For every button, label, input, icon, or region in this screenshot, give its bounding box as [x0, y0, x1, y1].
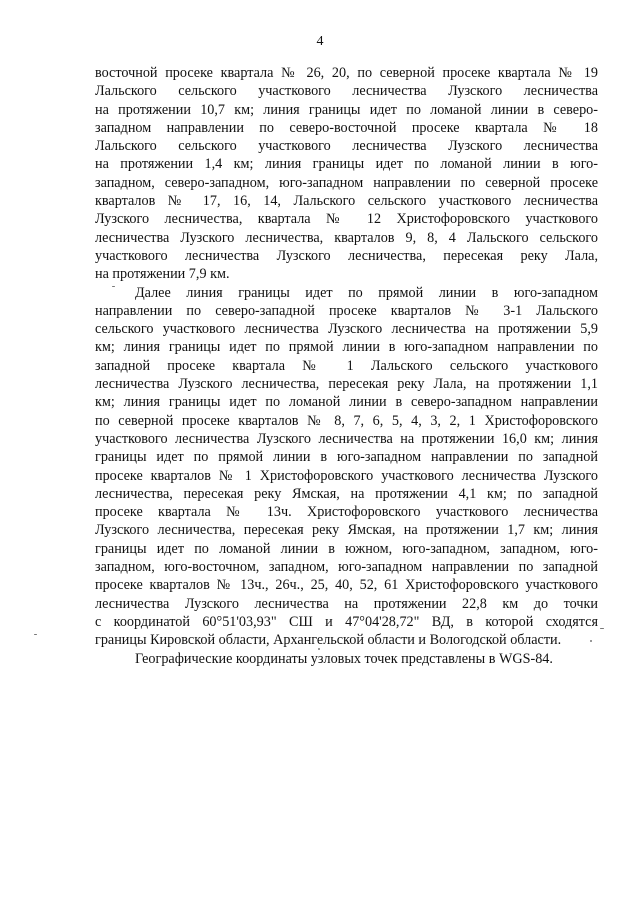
text-line: лесничества Лузского лесничества на протяжении 22,8 км до точки [95, 595, 598, 612]
scan-speck [34, 634, 37, 635]
text-line: западном направлении по северо-восточной просеке квартала № 18 [95, 119, 598, 136]
text-line: западном, северо-западном, юго-западном направлении по северной просеке [95, 174, 598, 191]
text-line: просеке кварталов № 13ч., 26ч., 25, 40, 52, 61 Христофоровского участкового [95, 577, 598, 594]
text-line: кварталов № 17, 16, 14, Лальского сельского участкового лесничества [95, 193, 598, 210]
text-line: сельского участкового лесничества Лузского лесничества на протяжении 5,9 [95, 321, 598, 338]
text-line: по северной просеке кварталов № 8, 7, 6, 5, 4, 3, 2, 1 Христофоровского [95, 412, 598, 429]
text-line: границы идет по ломаной линии в южном, юго-западном, западном, юго- [95, 540, 598, 557]
text-line: восточной просеке квартала № 26, 20, по северной просеке квартала № 19 [95, 65, 598, 81]
text-line: лесничества, пересекая реку Ямская, на протяжении 4,1 км; по западной [95, 485, 598, 502]
text-line: направлении по северо-западной просеке кварталов № 3-1 Лальского [95, 302, 598, 319]
text-line: на протяжении 10,7 км; линия границы идет по ломаной линии в северо- [95, 101, 598, 118]
text-line: с координатой 60°51'03,93" СШ и 47°04'28,72" ВД, в которой сходятся [95, 613, 598, 630]
scan-speck [112, 286, 115, 287]
text-line: границы Кировской области, Архангельской области и Вологодской области. [95, 632, 562, 649]
text-line: Географические координаты узловых точек представлены в WGS-84. [135, 650, 553, 667]
text-line: лесничества Лузского лесничества, пересекая реку Лала, на протяжении 1,1 [95, 376, 598, 393]
text-line: западной просеке квартала № 1 Лальского сельского участкового [95, 357, 598, 374]
text-line: Лальского сельского участкового лесничества Лузского лесничества [95, 83, 598, 100]
body-text [95, 64, 598, 668]
text-line: просеке кварталов № 1 Христофоровского участкового лесничества Лузского [95, 467, 598, 484]
text-line: участкового лесничества Лузского лесничества, пересекая реку Лала, [95, 247, 598, 264]
text-line: лесничества Лузского лесничества, кварталов 9, 8, 4 Лальского сельского [95, 229, 598, 246]
text-line: Лальского сельского участкового лесничества Лузского лесничества [95, 138, 598, 155]
text-line: км; линия границы идет по прямой линии в юго-западном направлении по [95, 339, 598, 356]
page-number: 4 [316, 34, 324, 49]
text-line: на протяжении 7,9 км. [95, 266, 230, 283]
scan-speck [318, 648, 320, 650]
scan-speck [600, 628, 604, 629]
text-line: Лузского лесничества, квартала № 12 Христофоровского участкового [95, 211, 598, 228]
text-line: Далее линия границы идет по прямой линии в юго-западном [135, 284, 598, 301]
text-line: участкового лесничества Лузского лесничества на протяжении 16,0 км; линия [95, 430, 598, 447]
text-line: западном, юго-восточном, западном, юго-западном направлении по западной [95, 559, 598, 576]
text-line: на протяжении 1,4 км; линия границы идет по ломаной линии в юго- [95, 156, 598, 173]
scan-speck [590, 640, 592, 642]
text-line: км; линия границы идет по ломаной линии в северо-западном направлении [95, 394, 598, 411]
text-line: Лузского лесничества, пересекая реку Ямская, на протяжении 1,7 км; линия [95, 522, 598, 539]
text-line: просеке квартала № 13ч. Христофоровского участкового лесничества [95, 504, 598, 521]
text-line: границы идет по прямой линии в юго-западном направлении по западной [95, 449, 598, 466]
